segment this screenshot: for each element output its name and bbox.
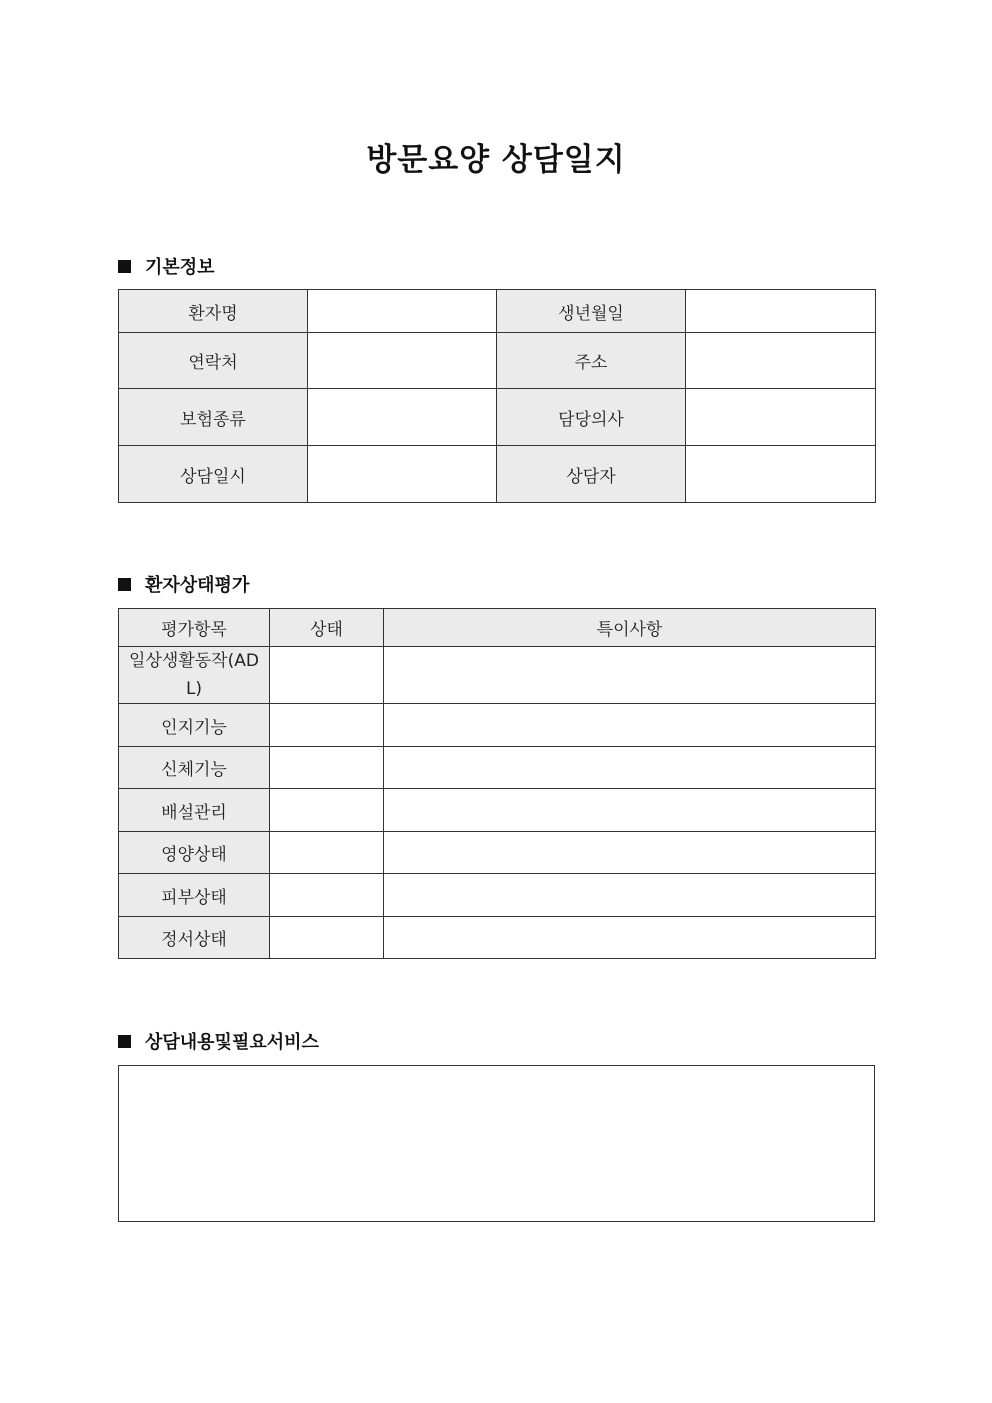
assessment-status-field[interactable] — [270, 747, 384, 789]
section-heading-basic-info — [118, 253, 215, 279]
column-header-notes: 특이사항 — [384, 609, 876, 647]
page-title: 방문요양 상담일지 — [366, 142, 626, 178]
table-row — [119, 333, 876, 389]
assessment-status-field[interactable] — [270, 874, 384, 917]
assessment-notes-field[interactable] — [384, 917, 876, 959]
section-title: 상담내용및필요서비스 — [145, 1032, 319, 1053]
square-bullet-icon — [118, 578, 131, 591]
assessment-item-label: 영양상태 — [119, 832, 270, 874]
assessment-notes-field[interactable] — [384, 704, 876, 747]
table-row — [119, 704, 876, 747]
assessment-item-label: 인지기능 — [119, 704, 270, 747]
basic-info-table — [118, 289, 876, 503]
assessment-item-label: 배설관리 — [119, 789, 270, 832]
assessment-notes-field[interactable] — [384, 874, 876, 917]
assessment-item-label: 정서상태 — [119, 917, 270, 959]
table-row — [119, 917, 876, 959]
square-bullet-icon — [118, 1035, 131, 1048]
section-title: 기본정보 — [145, 257, 215, 278]
label-consultation-datetime: 상담일시 — [119, 446, 308, 503]
table-row — [119, 446, 876, 503]
patient-name-field[interactable] — [308, 290, 497, 333]
birth-date-field[interactable] — [686, 290, 876, 333]
consultation-datetime-field[interactable] — [308, 446, 497, 503]
assessment-status-field[interactable] — [270, 704, 384, 747]
consultation-content-field[interactable] — [118, 1065, 875, 1222]
section-title: 환자상태평가 — [145, 575, 250, 596]
assessment-item-label: 신체기능 — [119, 747, 270, 789]
table-row — [119, 389, 876, 446]
label-address: 주소 — [497, 333, 686, 389]
section-heading-assessment — [118, 571, 249, 597]
assessment-item-label: 피부상태 — [119, 874, 270, 917]
table-row — [119, 789, 876, 832]
square-bullet-icon — [118, 260, 131, 273]
label-birth-date: 생년월일 — [497, 290, 686, 333]
section-heading-consultation — [118, 1028, 319, 1054]
assessment-status-field[interactable] — [270, 917, 384, 959]
table-row — [119, 832, 876, 874]
column-header-item: 평가항목 — [119, 609, 270, 647]
label-insurance-type: 보험종류 — [119, 389, 308, 446]
counselor-field[interactable] — [686, 446, 876, 503]
contact-field[interactable] — [308, 333, 497, 389]
column-header-status: 상태 — [270, 609, 384, 647]
assessment-table — [118, 608, 876, 959]
table-header-row — [119, 609, 876, 647]
table-row — [119, 747, 876, 789]
table-row — [119, 647, 876, 704]
table-row — [119, 874, 876, 917]
assessment-notes-field[interactable] — [384, 647, 876, 704]
table-row — [119, 290, 876, 333]
address-field[interactable] — [686, 333, 876, 389]
assessment-status-field[interactable] — [270, 832, 384, 874]
label-contact: 연락처 — [119, 333, 308, 389]
insurance-type-field[interactable] — [308, 389, 497, 446]
assessment-status-field[interactable] — [270, 789, 384, 832]
label-counselor: 상담자 — [497, 446, 686, 503]
assessment-notes-field[interactable] — [384, 747, 876, 789]
assessment-notes-field[interactable] — [384, 789, 876, 832]
assessment-status-field[interactable] — [270, 647, 384, 704]
label-patient-name: 환자명 — [119, 290, 308, 333]
label-attending-doctor: 담당의사 — [497, 389, 686, 446]
attending-doctor-field[interactable] — [686, 389, 876, 446]
assessment-item-label: 일상생활동작(ADL) — [119, 647, 270, 704]
assessment-notes-field[interactable] — [384, 832, 876, 874]
